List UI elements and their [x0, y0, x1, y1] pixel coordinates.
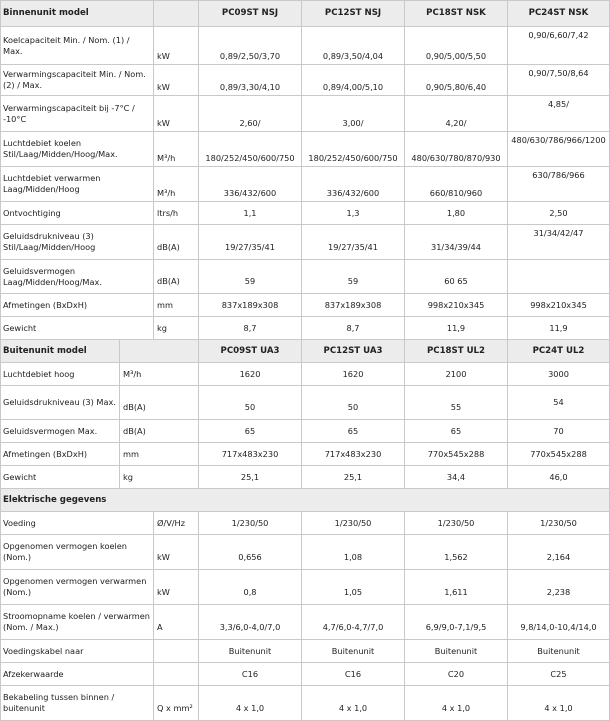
- unit-header-blank: [154, 0, 199, 27]
- indoor-row-label: Luchtdebiet verwarmen Laag/Midden/Hoog: [0, 167, 154, 202]
- electrical-row-value: C16: [302, 663, 405, 686]
- electrical-row-unit: [154, 640, 199, 663]
- indoor-row-value: 336/432/600: [302, 167, 405, 202]
- electrical-row-value: 1,611: [405, 570, 508, 605]
- indoor-row-value: 31/34/39/44: [405, 225, 508, 260]
- electrical-row-label: Opgenomen vermogen koelen (Nom.): [0, 535, 154, 570]
- indoor-row-value: 0,89/3,50/4,04: [302, 27, 405, 65]
- electrical-row-unit: [154, 663, 199, 686]
- indoor-row-value: 59: [199, 260, 302, 294]
- indoor-row-value: 4,85/: [508, 96, 610, 132]
- indoor-row-unit: mm: [154, 294, 199, 317]
- indoor-row-value: 480/630/786/966/1200: [508, 132, 610, 167]
- outdoor-row-value: 54: [508, 386, 610, 420]
- indoor-row-value: 31/34/42/47: [508, 225, 610, 260]
- indoor-row-value: 0,89/4,00/5,10: [302, 65, 405, 96]
- outdoor-row-label: Gewicht: [0, 466, 120, 489]
- indoor-row-unit: dB(A): [154, 260, 199, 294]
- indoor-row-unit: dB(A): [154, 225, 199, 260]
- electrical-row-label: Afzekerwaarde: [0, 663, 154, 686]
- outdoor-row-unit: dB(A): [120, 386, 199, 420]
- indoor-row-value: 0,90/5,80/6,40: [405, 65, 508, 96]
- electrical-row-value: 3,3/6,0-4,0/7,0: [199, 605, 302, 640]
- outdoor-row-value: 717x483x230: [302, 443, 405, 466]
- electrical-row-label: Opgenomen vermogen verwarmen (Nom.): [0, 570, 154, 605]
- outdoor-row-value: 70: [508, 420, 610, 443]
- electrical-row-value: Buitenunit: [508, 640, 610, 663]
- indoor-row-value: 8,7: [302, 317, 405, 340]
- indoor-row-unit: kW: [154, 65, 199, 96]
- outdoor-row-value: 1620: [199, 363, 302, 386]
- electrical-row-value: 4,7/6,0-4,7/7,0: [302, 605, 405, 640]
- outdoor-row-value: 717x483x230: [199, 443, 302, 466]
- indoor-row-label: Geluidsvermogen Laag/Midden/Hoog/Max.: [0, 260, 154, 294]
- unit-header-blank: [120, 340, 199, 363]
- indoor-row-label: Koelcapaciteit Min. / Nom. (1) / Max.: [0, 27, 154, 65]
- outdoor-row-unit: M³/h: [120, 363, 199, 386]
- outdoor-row-unit: mm: [120, 443, 199, 466]
- electrical-row-value: 1/230/50: [199, 512, 302, 535]
- indoor-row-value: 8,7: [199, 317, 302, 340]
- electrical-row-unit: A: [154, 605, 199, 640]
- outdoor-row-label: Luchtdebiet hoog: [0, 363, 120, 386]
- indoor-model-3: PC18ST NSK: [405, 0, 508, 27]
- outdoor-row-value: 65: [405, 420, 508, 443]
- indoor-row-value: 59: [302, 260, 405, 294]
- electrical-row-value: Buitenunit: [199, 640, 302, 663]
- indoor-row-label: Gewicht: [0, 317, 154, 340]
- outdoor-row-label: Afmetingen (BxDxH): [0, 443, 120, 466]
- indoor-row-unit: M³/h: [154, 167, 199, 202]
- indoor-row-value: 4,20/: [405, 96, 508, 132]
- indoor-row-value: [508, 260, 610, 294]
- electrical-row-value: 0,8: [199, 570, 302, 605]
- indoor-row-value: 336/432/600: [199, 167, 302, 202]
- indoor-row-value: 19/27/35/41: [199, 225, 302, 260]
- electrical-row-value: 2,238: [508, 570, 610, 605]
- outdoor-model-2: PC12ST UA3: [302, 340, 405, 363]
- electrical-row-value: 4 x 1,0: [302, 686, 405, 721]
- indoor-row-label: Ontvochtiging: [0, 202, 154, 225]
- indoor-model-2: PC12ST NSJ: [302, 0, 405, 27]
- electrical-row-value: 1,05: [302, 570, 405, 605]
- electrical-row-value: 2,164: [508, 535, 610, 570]
- indoor-row-value: 0,89/2,50/3,70: [199, 27, 302, 65]
- indoor-row-value: 0,90/7,50/8,64: [508, 65, 610, 96]
- electrical-row-value: Buitenunit: [405, 640, 508, 663]
- electrical-row-value: C25: [508, 663, 610, 686]
- electrical-row-value: 1/230/50: [508, 512, 610, 535]
- indoor-model-1: PC09ST NSJ: [199, 0, 302, 27]
- indoor-row-unit: kg: [154, 317, 199, 340]
- electrical-row-value: 6,9/9,0-7,1/9,5: [405, 605, 508, 640]
- outdoor-row-unit: kg: [120, 466, 199, 489]
- indoor-row-value: 2,60/: [199, 96, 302, 132]
- indoor-row-value: 1,80: [405, 202, 508, 225]
- electrical-row-unit: kW: [154, 535, 199, 570]
- electrical-row-value: 1/230/50: [302, 512, 405, 535]
- indoor-section-title: Binnenunit model: [0, 0, 154, 27]
- outdoor-row-value: 34,4: [405, 466, 508, 489]
- outdoor-row-unit: dB(A): [120, 420, 199, 443]
- outdoor-model-4: PC24T UL2: [508, 340, 610, 363]
- outdoor-row-value: 65: [302, 420, 405, 443]
- indoor-row-value: 0,90/6,60/7,42: [508, 27, 610, 65]
- electrical-row-value: 4 x 1,0: [508, 686, 610, 721]
- outdoor-row-value: 50: [199, 386, 302, 420]
- outdoor-section-title: Buitenunit model: [0, 340, 120, 363]
- outdoor-row-value: 3000: [508, 363, 610, 386]
- indoor-row-value: 998x210x345: [508, 294, 610, 317]
- electrical-row-value: 4 x 1,0: [199, 686, 302, 721]
- indoor-row-label: Verwarmingscapaciteit Min. / Nom. (2) / Max.: [0, 65, 154, 96]
- outdoor-model-1: PC09ST UA3: [199, 340, 302, 363]
- indoor-row-value: 180/252/450/600/750: [302, 132, 405, 167]
- indoor-row-label: Geluidsdrukniveau (3) Stil/Laag/Midden/Hoog: [0, 225, 154, 260]
- indoor-row-value: 837x189x308: [302, 294, 405, 317]
- electrical-row-value: 1,08: [302, 535, 405, 570]
- electrical-row-value: 1/230/50: [405, 512, 508, 535]
- indoor-row-value: 11,9: [508, 317, 610, 340]
- electrical-row-value: 9,8/14,0-10,4/14,0: [508, 605, 610, 640]
- indoor-row-value: 0,89/3,30/4,10: [199, 65, 302, 96]
- indoor-row-value: 60 65: [405, 260, 508, 294]
- electrical-row-value: C20: [405, 663, 508, 686]
- indoor-model-4: PC24ST NSK: [508, 0, 610, 27]
- indoor-row-value: 837x189x308: [199, 294, 302, 317]
- outdoor-row-label: Geluidsdrukniveau (3) Max.: [0, 386, 120, 420]
- outdoor-row-value: 770x545x288: [508, 443, 610, 466]
- electrical-row-value: 0,656: [199, 535, 302, 570]
- indoor-row-value: 630/786/966: [508, 167, 610, 202]
- indoor-row-value: 2,50: [508, 202, 610, 225]
- outdoor-row-value: 2100: [405, 363, 508, 386]
- outdoor-row-label: Geluidsvermogen Max.: [0, 420, 120, 443]
- outdoor-row-value: 25,1: [302, 466, 405, 489]
- electrical-section-title: Elektrische gegevens: [0, 489, 610, 512]
- indoor-row-label: Afmetingen (BxDxH): [0, 294, 154, 317]
- electrical-row-unit: kW: [154, 570, 199, 605]
- outdoor-row-value: 25,1: [199, 466, 302, 489]
- outdoor-row-value: 770x545x288: [405, 443, 508, 466]
- outdoor-row-value: 65: [199, 420, 302, 443]
- indoor-row-unit: M³/h: [154, 132, 199, 167]
- electrical-row-unit: Ø/V/Hz: [154, 512, 199, 535]
- outdoor-row-value: 1620: [302, 363, 405, 386]
- electrical-row-value: Buitenunit: [302, 640, 405, 663]
- electrical-row-value: 1,562: [405, 535, 508, 570]
- electrical-row-value: C16: [199, 663, 302, 686]
- indoor-row-value: 19/27/35/41: [302, 225, 405, 260]
- electrical-row-label: Voeding: [0, 512, 154, 535]
- indoor-row-value: 1,1: [199, 202, 302, 225]
- indoor-row-unit: kW: [154, 96, 199, 132]
- indoor-row-value: 1,3: [302, 202, 405, 225]
- indoor-row-value: 180/252/450/600/750: [199, 132, 302, 167]
- indoor-row-value: 480/630/780/870/930: [405, 132, 508, 167]
- electrical-row-label: Bekabeling tussen binnen / buitenunit: [0, 686, 154, 721]
- indoor-row-unit: kW: [154, 27, 199, 65]
- electrical-row-label: Stroomopname koelen / verwarmen (Nom. / Max.): [0, 605, 154, 640]
- electrical-row-value: 4 x 1,0: [405, 686, 508, 721]
- outdoor-row-value: 55: [405, 386, 508, 420]
- indoor-row-label: Luchtdebiet koelen Stil/Laag/Midden/Hoog/Max.: [0, 132, 154, 167]
- indoor-row-value: 998x210x345: [405, 294, 508, 317]
- indoor-row-value: 3,00/: [302, 96, 405, 132]
- outdoor-row-value: 46,0: [508, 466, 610, 489]
- electrical-row-unit: Q x mm²: [154, 686, 199, 721]
- indoor-row-unit: ltrs/h: [154, 202, 199, 225]
- electrical-row-label: Voedingskabel naar: [0, 640, 154, 663]
- outdoor-model-3: PC18ST UL2: [405, 340, 508, 363]
- indoor-row-value: 11,9: [405, 317, 508, 340]
- outdoor-row-value: 50: [302, 386, 405, 420]
- indoor-row-value: 660/810/960: [405, 167, 508, 202]
- indoor-row-value: 0,90/5,00/5,50: [405, 27, 508, 65]
- indoor-row-label: Verwarmingscapaciteit bij -7°C / -10°C: [0, 96, 154, 132]
